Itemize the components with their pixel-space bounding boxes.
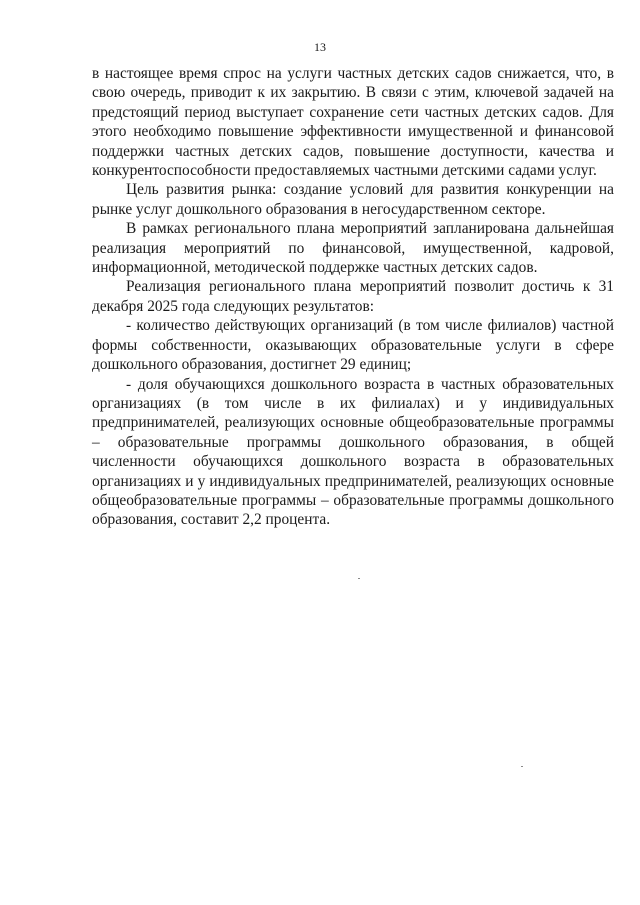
scan-artifact [521,766,523,767]
result-item-students-share: - доля обучающихся дошкольного возраста в частных образовательных организациях (в том числе в их филиалах) и у индивидуальных предпринимателей, реализующих основные общеобразовательные программы – образовательные программы дошкольного образования, в общей численности обучающихся дошкольного возраста в образовательных организациях и у индивидуальных предпринимателей, реализующих основные общеобразовательные программы – образовательные программы дошкольного образования, составит 2,2 процента. [92,375,614,529]
scan-artifact [358,578,360,579]
page-number: 13 [314,40,326,54]
paragraph-expected-results: Реализация регионального плана мероприятий позволит достичь к 31 декабря 2025 года следующих результатов: [92,278,614,315]
paragraph-continuation: в настоящее время спрос на услуги частных детских садов снижается, что, в свою очередь, приводит к их закрытию. В связи с этим, ключевой задачей на предстоящий период выступает сохранение сети частных детских садов. Для этого необходимо повышение эффективности имущественной и финансовой поддержки частных детских садов, повышение доступности, качества и конкурентоспособности предоставляемых частными детскими садами услуг. [92,65,614,180]
paragraph-market-goal: Цель развития рынка: создание условий для развития конкуренции на рынке услуг дошкольного образования в негосударственном секторе. [92,181,614,218]
document-body [92,64,614,530]
paragraph-regional-plan: В рамках регионального плана мероприятий запланирована дальнейшая реализация мероприятий по финансовой, имущественной, кадровой, информационной, методической поддержке частных детских садов. [92,220,614,277]
result-item-organizations-count: - количество действующих организаций (в том числе филиалов) частной формы собственности, оказывающих образовательные услуги в сфере дошкольного образования, достигнет 29 единиц; [92,317,614,374]
